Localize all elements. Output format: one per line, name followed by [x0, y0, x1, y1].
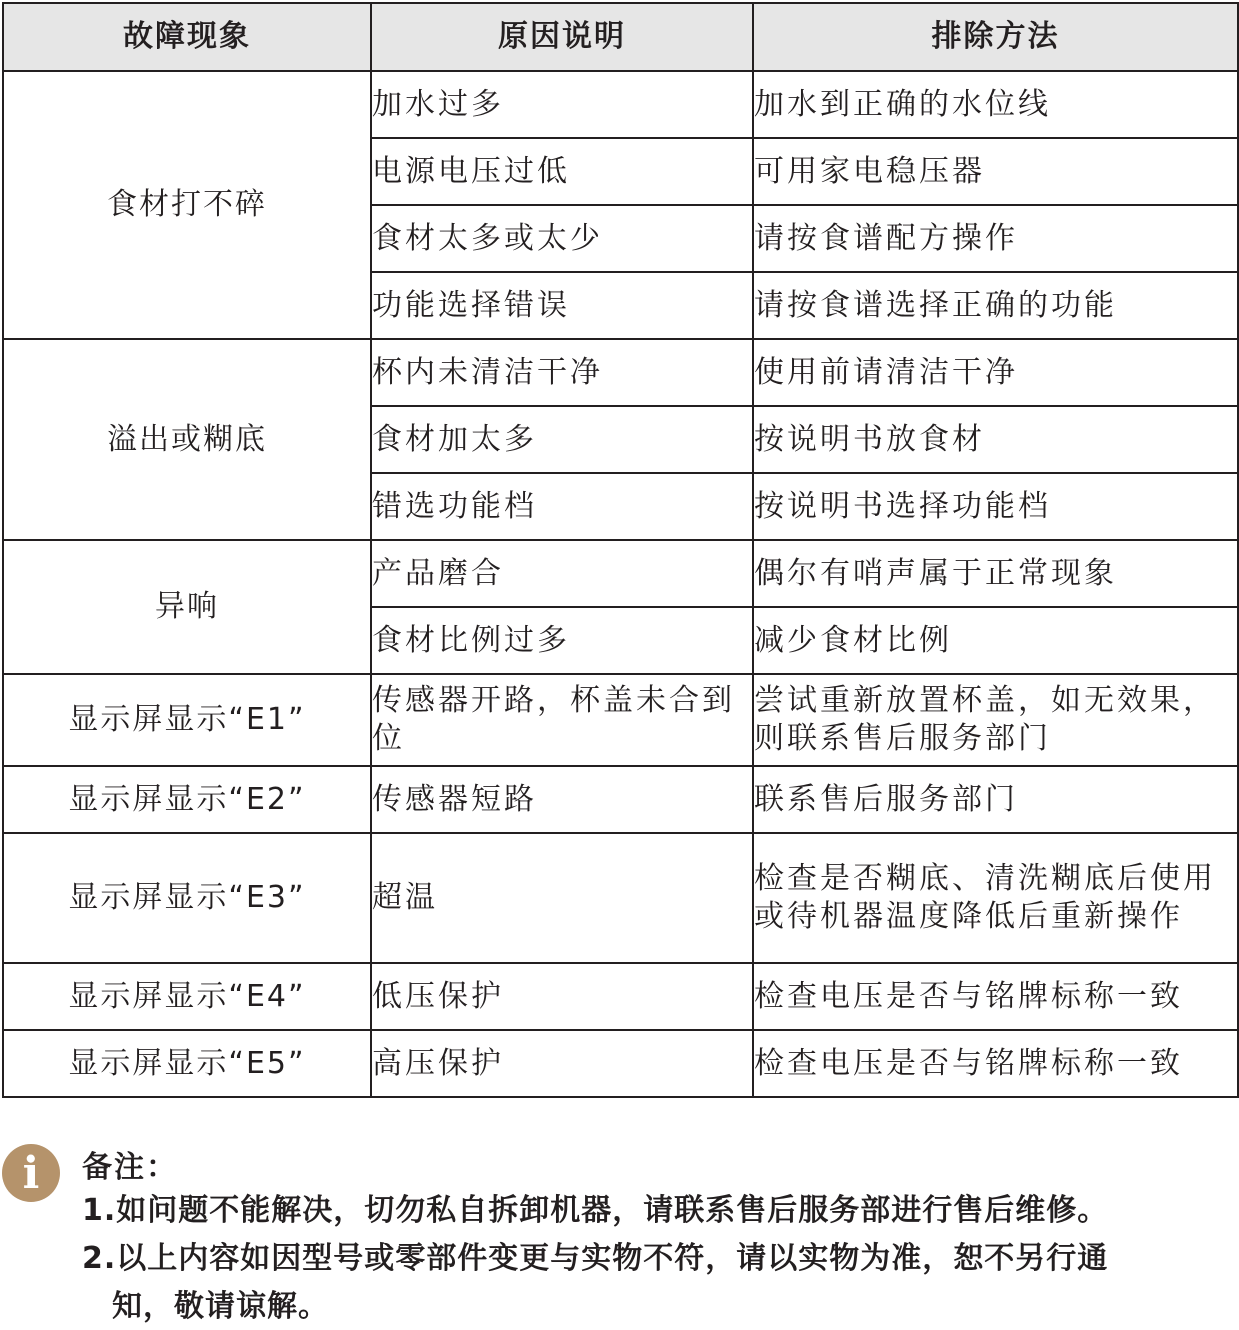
table-row	[3, 339, 1238, 406]
fix-cell: 请按食谱配方操作	[753, 205, 1238, 272]
table-row	[3, 963, 1238, 1030]
symptom-cell: 溢出或糊底	[3, 339, 371, 540]
table-row	[3, 833, 1238, 963]
table-row	[3, 674, 1238, 766]
table-row	[3, 71, 1238, 138]
fix-cell: 检查电压是否与铭牌标称一致	[753, 1030, 1238, 1097]
cause-cell: 食材比例过多	[371, 607, 753, 674]
header-fix: 排除方法	[753, 3, 1238, 71]
symptom-cell: 显示屏显示“E4”	[3, 963, 371, 1030]
fix-cell: 检查电压是否与铭牌标称一致	[753, 963, 1238, 1030]
cause-cell: 产品磨合	[371, 540, 753, 607]
symptom-cell: 显示屏显示“E5”	[3, 1030, 371, 1097]
header-cause: 原因说明	[371, 3, 753, 71]
cause-cell: 加水过多	[371, 71, 753, 138]
cause-cell: 超温	[371, 833, 753, 963]
cause-cell: 食材加太多	[371, 406, 753, 473]
info-icon: i	[2, 1144, 60, 1202]
symptom-cell: 显示屏显示“E1”	[3, 674, 371, 766]
symptom-cell: 显示屏显示“E3”	[3, 833, 371, 963]
fix-cell: 加水到正确的水位线	[753, 71, 1238, 138]
table-row	[3, 1030, 1238, 1097]
cause-cell: 传感器开路，杯盖未合到位	[371, 674, 753, 766]
symptom-cell: 异响	[3, 540, 371, 674]
fix-cell: 按说明书放食材	[753, 406, 1238, 473]
cause-cell: 功能选择错误	[371, 272, 753, 339]
table-row	[3, 766, 1238, 833]
fix-cell: 联系售后服务部门	[753, 766, 1238, 833]
cause-cell: 错选功能档	[371, 473, 753, 540]
cause-cell: 杯内未清洁干净	[371, 339, 753, 406]
table-row	[3, 540, 1238, 607]
troubleshooting-table	[2, 2, 1239, 1098]
cause-cell: 低压保护	[371, 963, 753, 1030]
cause-cell: 高压保护	[371, 1030, 753, 1097]
note-line-1: 1.如问题不能解决，切勿私自拆卸机器，请联系售后服务部进行售后维修。	[82, 1193, 1109, 1228]
cause-cell: 电源电压过低	[371, 138, 753, 205]
fix-cell: 可用家电稳压器	[753, 138, 1238, 205]
note-line-2-continued: 知，敬请谅解。	[112, 1289, 329, 1324]
cause-cell: 传感器短路	[371, 766, 753, 833]
symptom-cell: 显示屏显示“E2”	[3, 766, 371, 833]
header-symptom: 故障现象	[3, 3, 371, 71]
fix-cell: 请按食谱选择正确的功能	[753, 272, 1238, 339]
cause-cell: 食材太多或太少	[371, 205, 753, 272]
fix-cell: 偶尔有哨声属于正常现象	[753, 540, 1238, 607]
fix-cell: 减少食材比例	[753, 607, 1238, 674]
fix-cell: 按说明书选择功能档	[753, 473, 1238, 540]
table-header-row	[3, 3, 1238, 71]
note-line-2: 2.以上内容如因型号或零部件变更与实物不符，请以实物为准，恕不另行通	[82, 1241, 1109, 1276]
fix-cell: 尝试重新放置杯盖，如无效果，则联系售后服务部门	[753, 674, 1238, 766]
fix-cell: 检查是否糊底、清洗糊底后使用或待机器温度降低后重新操作	[753, 833, 1238, 963]
symptom-cell: 食材打不碎	[3, 71, 371, 339]
fix-cell: 使用前请清洁干净	[753, 339, 1238, 406]
notes-title: 备注：	[82, 1150, 178, 1185]
